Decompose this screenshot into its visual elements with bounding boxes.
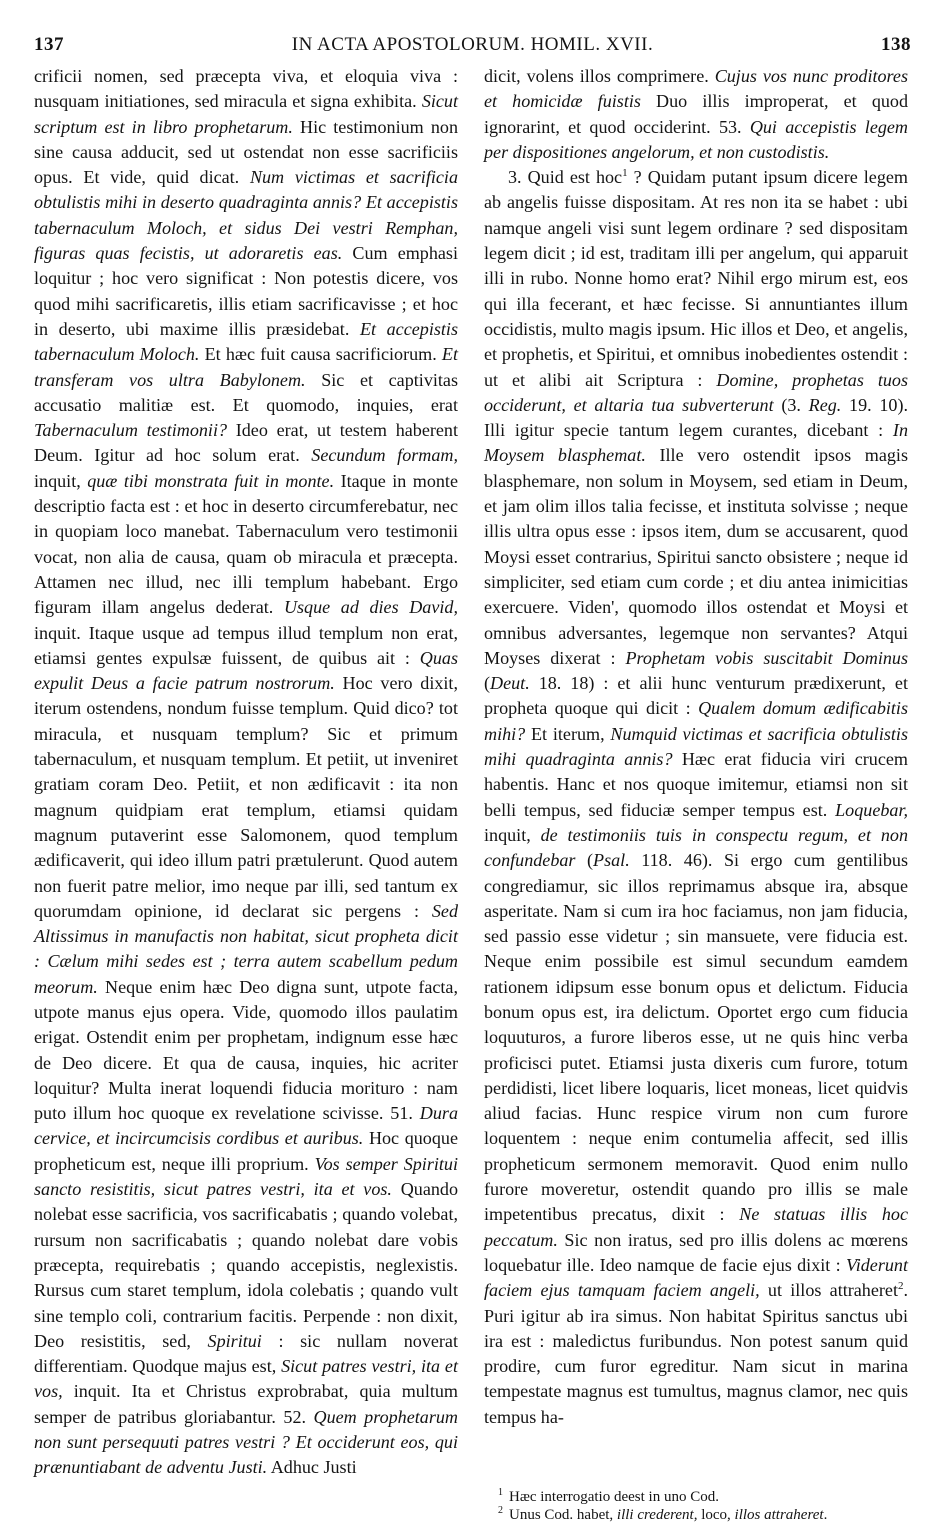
italic-text: Loquebar,: [835, 799, 908, 820]
italic-text: Sicut patres vestri, ita et vos,: [34, 1356, 458, 1402]
body-text: inquit,: [484, 824, 541, 845]
italic-text: Numquid victimas et sacrificia obtulistis mihi quadraginta annis?: [484, 723, 908, 770]
body-text: 19. 10). Illi igitur specie tantum legem curantes, dicebant :: [484, 394, 908, 441]
footnote-2: [498, 1506, 908, 1524]
body-text: ? Quidam putant ipsum dicere legem ab angelis fuisse dispositam. At res non ita se habet : ubi namque angeli visi sunt legem ordinare ? sed dispositam legem dicit ; id est, traditam illi per angelum, qui apparuit illi in rubo. Nonne homo erat? Nihil ergo mirum est, eos qui illa fecerant, et hæc fecisse. Si annuntiantes illum occidistis, multo magis ipsum. Hic illos et Deo, et angelis, et prophetis, et Spiritui, et omnibus inobedientes ostendit : ut et alibi ait Scriptura :: [484, 167, 908, 390]
italic-text: Et transferam vos ultra Babylonem.: [34, 344, 459, 390]
footnote-italic: illos attraheret: [734, 1507, 824, 1523]
footnote-mark: 2: [498, 1505, 503, 1516]
body-text: Itaque in monte descriptio facta est : et hoc in deserto circumferebatur, nec in quopiam loco manebat. Tabernaculum vero testimonii vocat, non alia de causa, quam ob miracula et præcepta. Attamen nec illud, nec illi templum habebant. Ergo figuram illam angelus dederat.: [34, 470, 458, 618]
footnote-text: .: [823, 1507, 828, 1523]
italic-text: Tabernaculum testimonii?: [34, 420, 228, 441]
body-text: Sic et captivitas accusatio malitiæ est. Et quomodo, inquies, erat: [34, 369, 458, 415]
body-text: inquit. Itaque usque ad tempus illud templum non erat, etiamsi gentes expulsæ fuissent, de quibus ait :: [34, 622, 458, 668]
paragraph: [484, 64, 908, 165]
body-text: Hoc vero dixit, iterum ostendens, nondum fuisse templum. Quid dico? tot miracula, et nusquam templum? Sic et primum tabernaculum, et nusquam templum. Et petiit, ut inveniret gratiam coram Deo. Petiit, et non ædificavit : ita non magnum quidpiam erat templum, etiamsi quidam magnum putaverint esse Salomonem, quod templum ædificaverit, qui ideo illum patri prætulerunt. Quod autem non fuerit patre melior, imo neque par illi, sed tantum ex quorumdam opinione, id declarat sic pergens :: [34, 673, 458, 921]
footnote-1: [498, 1488, 908, 1506]
italic-text: Cujus vos nunc proditores et homicidæ fuistis: [484, 66, 908, 112]
body-text: (: [484, 673, 491, 694]
body-text: Hoc quoque propheticum est, neque illi proprium.: [34, 1128, 458, 1174]
body-text: 18. 18) : et alii hunc venturum prædixerunt, et propheta quoque qui dicit :: [484, 673, 908, 719]
italic-text: Dura cervice, et incircumcisis cordibus et auribus.: [34, 1103, 458, 1149]
body-text: Cum emphasi loquitur ; hoc vero significat : Non potestis dicere, vos quod mihi sacrificaretis, illis etiam sacrificavisse ; et hoc in deserto, ubi maxime illis præsidebat.: [34, 243, 458, 339]
page-number-right: 138: [881, 34, 911, 55]
body-text: Ille vero ostendit ipsos magis blasphemare, non solum in Moysem, sed etiam in Deum, et jam olim illos talia fecisse, et instituta solvisse ; neque illis ultra opus esse : ipsos item, dum se accusarent, quod Moysi esset contrarius, Spiritui sancto obsistere ; neque id simpliciter, sed etiam cum corde ; et diu antea inimicitias exercuere. Viden', quomodo illos ostendat et Moysi et omnibus adversantes, legemque non servantes? Atqui Moyses dixerat :: [484, 445, 908, 668]
italic-text: Et accepistis tabernaculum Moloch.: [34, 318, 458, 365]
italic-text: Vos semper Spiritui sancto resistitis, sicut patres vestri, ita et vos.: [34, 1153, 458, 1200]
italic-text: Reg.: [808, 394, 842, 415]
footnote-text: loco,: [697, 1507, 735, 1523]
paragraph: [484, 165, 908, 1430]
page-header: [34, 34, 911, 58]
body-text: Et iterum,: [525, 723, 611, 744]
body-text: Neque enim hæc Deo digna sunt, utpote facta, utpote manus ejus opera. Vide, quomodo illos paulatim erigat. Ostendit enim per prophetam, indignum esse hæc de Deo dicere. Et qua de causa, inquies, hic acriter loquitur? Multa inerat loquendi fiducia morituro : nam puto illum hoc quoque ex revelatione scivisse. 51.: [34, 976, 458, 1124]
italic-text: Ne statuas illis hoc peccatum.: [484, 1204, 908, 1250]
italic-text: Qui accepistis legem per dispositiones angelorum, et non custodistis.: [484, 116, 908, 162]
italic-text: Domine, prophetas tuos occiderunt, et altaria tua subverterunt: [484, 369, 908, 415]
italic-text: Deut.: [490, 673, 530, 694]
italic-text: Num victimas et sacrificia obtulistis mihi in deserto quadraginta annis? Et accepistis tabernaculum Moloch, et sidus Dei vestri Remphan, figuras quas fecistis, ut adoraretis eas.: [34, 167, 458, 264]
running-title: IN ACTA APOSTOLORUM. HOMIL. XVII.: [291, 34, 654, 55]
italic-text: Viderunt faciem ejus tamquam faciem angeli,: [484, 1254, 908, 1301]
body-text: (: [575, 850, 594, 871]
body-text: dicit, volens illos comprimere.: [484, 66, 715, 86]
body-text: inquit. Ita et Christus exprobrabat, quia multum semper de patribus gloriabantur. 52.: [34, 1381, 458, 1427]
body-text: Adhuc Justi: [267, 1457, 357, 1478]
text-column-left: [34, 64, 458, 1481]
italic-text: Usque ad dies David,: [283, 597, 458, 618]
footnote-mark: 1: [498, 1487, 503, 1498]
italic-text: Quem prophetarum non sunt persequuti patres vestri ? Et occiderunt eos, qui prænuntiabant de adventu Justi.: [34, 1406, 458, 1478]
body-text: 3. Quid est hoc: [508, 167, 623, 188]
body-text: Duo illis improperat, et quod ignorarint, et quod occiderint. 53.: [484, 91, 909, 137]
footnote-ref: 2: [897, 1280, 904, 1293]
paragraph: [34, 64, 458, 1481]
italic-text: Psal.: [593, 850, 630, 871]
body-text: ut illos attraheret: [759, 1280, 898, 1301]
body-text: inquit,: [34, 470, 88, 491]
body-text: Hæc erat fiducia viri crucem habentis. Hanc et nos quoque imitemur, etiamsi non sit belli tempus, sed fiduciæ semper tempus est.: [484, 749, 908, 820]
body-text: Ideo erat, ut testem haberent Deum. Igitur ad hoc solum erat.: [34, 420, 458, 466]
page-number-left: 137: [34, 34, 64, 55]
footnote-text: Hæc interrogatio deest in uno Cod.: [509, 1489, 719, 1505]
body-text: 118. 46). Si ergo cum gentilibus congrediamur, sic illos reprimamus absque ira, absque asperitate. Nam si cum ira hoc faciamus, non jam fiducia, sed passio esse videtur ; sin mansuete, vere fiducia est. Neque enim possibile est simul secundum eamdem rationem idipsum esse bonum opus et delictum. Fiducia bonum opus est, ira delictum. Oportet ergo cum fiducia loquuturos, a furore liberos esse, ut ne quis hinc verba proficisci putet. Etiamsi justa dixeris cum furore, totum perdidisti, licet libere loquaris, licet moneas, licet quidvis aliud facias. Hunc respice virum non cum furore loquentem : neque enim contumelia affecit, sed illis propheticum sermonem memoravit. Quod enim nullo furore moveretur, ostendit quando pro illis se male impetentibus precatus, dixit :: [484, 850, 908, 1225]
body-text: (3.: [773, 394, 809, 415]
body-text: Hic testimonium non sine causa adducit, sed ut ostendat non esse sacrificiis opus. Et vide, quid dicat.: [34, 116, 458, 188]
body-text: . Puri igitur ab ira simus. Non habitat Spiritus sanctus ubi ira est : maledictus furibundus. Non potest sanum quid prodire, cum furor egreditur. Nam sicut in marina tempestate magnus est tumultus, magnus clamor, nec quis tempus ha-: [484, 1280, 908, 1427]
body-text: : sic nullam noverat differentiam. Quodque majus est,: [34, 1330, 458, 1377]
italic-text: quæ tibi monstrata fuit in monte.: [87, 470, 335, 491]
italic-text: Secundum formam,: [311, 445, 458, 466]
italic-text: de testimoniis tuis in conspectu regum, et non confundebar: [484, 824, 908, 871]
italic-text: Quas expulit Deus a facie patrum nostrorum.: [34, 647, 458, 694]
italic-text: Sicut scriptum est in libro prophetarum.: [34, 91, 458, 137]
body-text: crificii nomen, sed præcepta viva, et eloquia viva : nusquam initiationes, sed miracula et signa exhibita.: [34, 66, 458, 112]
italic-text: Spiritui: [207, 1330, 262, 1351]
footnote-text: Unus Cod. habet,: [509, 1507, 617, 1523]
body-text: Sic non iratus, sed pro illis dolens ac mœrens loquebatur ille. Ideo namque de facie ejus dixit :: [484, 1229, 908, 1275]
italic-text: Prophetam vobis suscitabit Dominus: [625, 647, 908, 668]
body-text: Quando nolebat esse sacrificia, vos sacrificabatis ; quando volebat, rursum non sacrificabatis ; quando nolebat dare vobis præcepta, requirebatis ; quando accepistis, neglexistis. Rursus cum staret templum, idola colebatis ; quando vult sine templo coli, contrarium facitis. Perpende : non dixit, Deo resistitis, sed,: [34, 1179, 458, 1351]
footnote-italic: illi crederent,: [616, 1507, 698, 1523]
text-column-right: [484, 64, 908, 1430]
footnotes: [498, 1488, 908, 1524]
italic-text: In Moysem blasphemat.: [484, 420, 908, 466]
body-text: Et hæc fuit causa sacrificiorum.: [199, 344, 442, 365]
footnote-ref: 1: [622, 167, 628, 180]
italic-text: Qualem domum ædificabitis mihi?: [484, 698, 908, 744]
italic-text: Sed Altissimus in manufactis non habitat, sicut propheta dicit : Cælum mihi sedes est ; terra autem scabellum pedum meorum.: [34, 900, 458, 997]
